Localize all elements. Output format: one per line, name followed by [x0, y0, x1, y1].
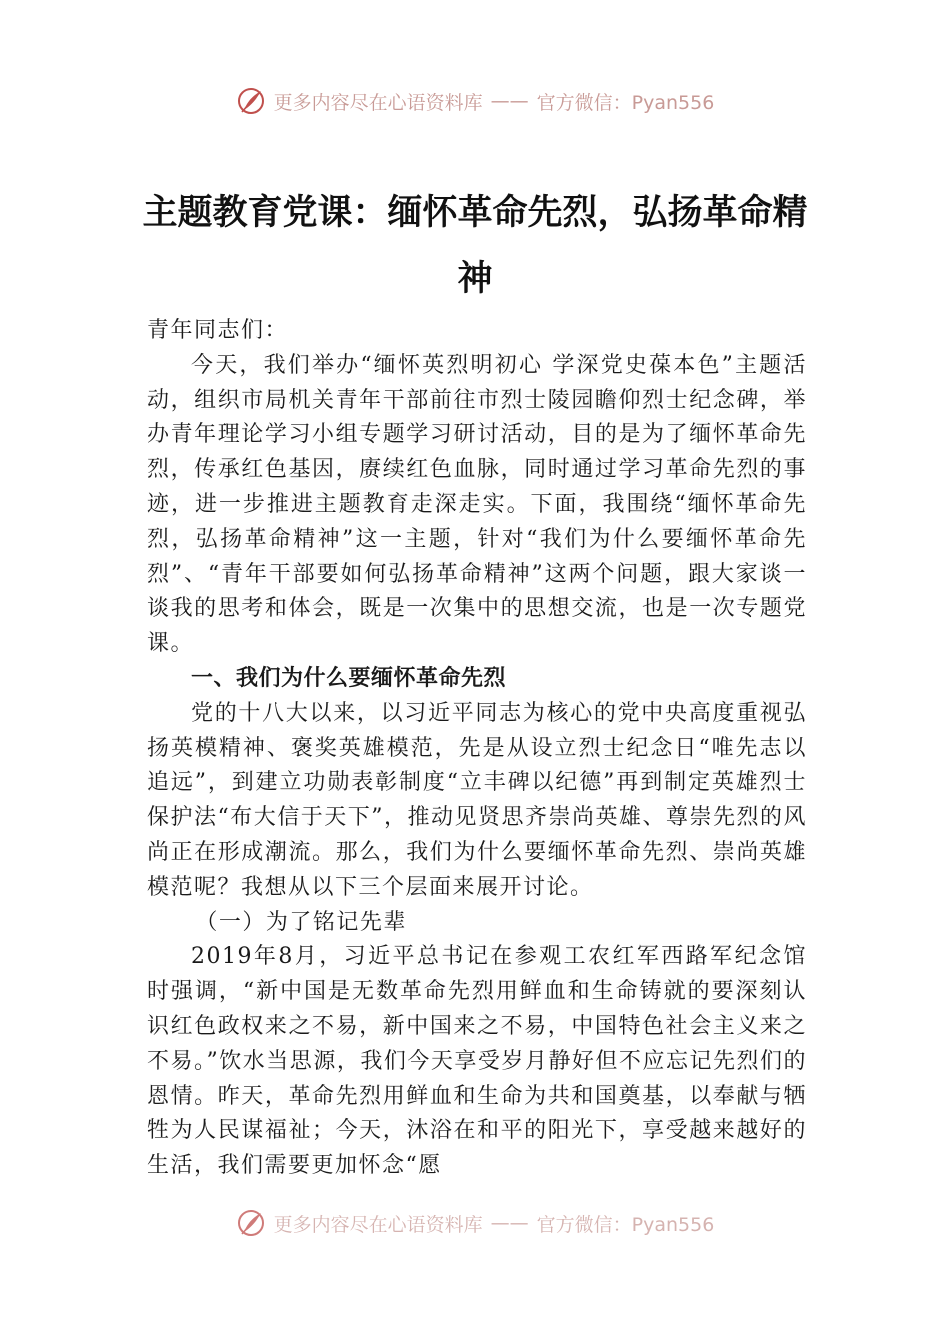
watermark-brand: 更多内容尽在心语资料库 — [273, 91, 483, 114]
watermark-wechat: 官方微信：Pyan556 — [536, 1213, 715, 1236]
watermark-wechat: 官方微信：Pyan556 — [536, 91, 715, 114]
document-title: 主题教育党课：缅怀革命先烈，弘扬革命精神 — [142, 193, 808, 299]
salutation: 青年同志们： — [147, 318, 289, 343]
feather-logo-icon — [236, 86, 266, 116]
section-heading-1: 一、我们为什么要缅怀革命先烈 — [191, 665, 507, 691]
watermark-separator: —— — [490, 1212, 529, 1234]
document-body — [147, 314, 807, 1219]
paragraph-section-1: 党的十八大以来，以习近平同志为核心的党中央高度重视弘扬英模精神、褒奖英雄模范，先是从设立烈士纪念日“唯先志以追远”，到建立功勋表彰制度“立丰碑以纪德”再到制定英雄烈士保护法“布大信于天下”，推动见贤思齐崇尚英雄、尊崇先烈的风尚正在形成潮流。那么，我们为什么要缅怀革命先烈、崇尚英雄模范呢？我想从以下三个层面来展开讨论。 — [147, 700, 807, 900]
footer-watermark — [0, 1208, 950, 1238]
subsection-heading-1: （一）为了铭记先辈 — [195, 909, 407, 935]
watermark-separator: —— — [490, 90, 529, 112]
feather-logo-icon — [236, 1208, 266, 1238]
header-watermark — [0, 86, 950, 116]
watermark-brand: 更多内容尽在心语资料库 — [273, 1213, 483, 1236]
paragraph-subsection-1: 2019年8月，习近平总书记在参观工农红军西路军纪念馆时强调，“新中国是无数革命先烈用鲜血和生命铸就的要深刻认识红色政权来之不易，新中国来之不易，中国特色社会主义来之不易。”饮水当思源，我们今天享受岁月静好但不应忘记先烈们的恩情。昨天，革命先烈用鲜血和生命为共和国奠基，以奉献与牺牲为人民谋福祉；今天，沐浴在和平的阳光下，享受越来越好的生活，我们需要更加怀念“愿 — [147, 944, 807, 1179]
paragraph-intro: 今天，我们举办“缅怀英烈明初心 学深党史葆本色”主题活动，组织市局机关青年干部前往市烈士陵园瞻仰烈士纪念碑，举办青年理论学习小组专题学习研讨活动，目的是为了缅怀革命先烈，传承红色基因，赓续红色血脉，同时通过学习革命先烈的事迹，进一步推进主题教育走深走实。下面，我围绕“缅怀革命先烈，弘扬革命精神”这一主题，针对“我们为什么要缅怀革命先烈”、“青年干部要如何弘扬革命精神”这两个问题，跟大家谈一谈我的思考和体会，既是一次集中的思想交流，也是一次专题党课。 — [147, 352, 807, 657]
